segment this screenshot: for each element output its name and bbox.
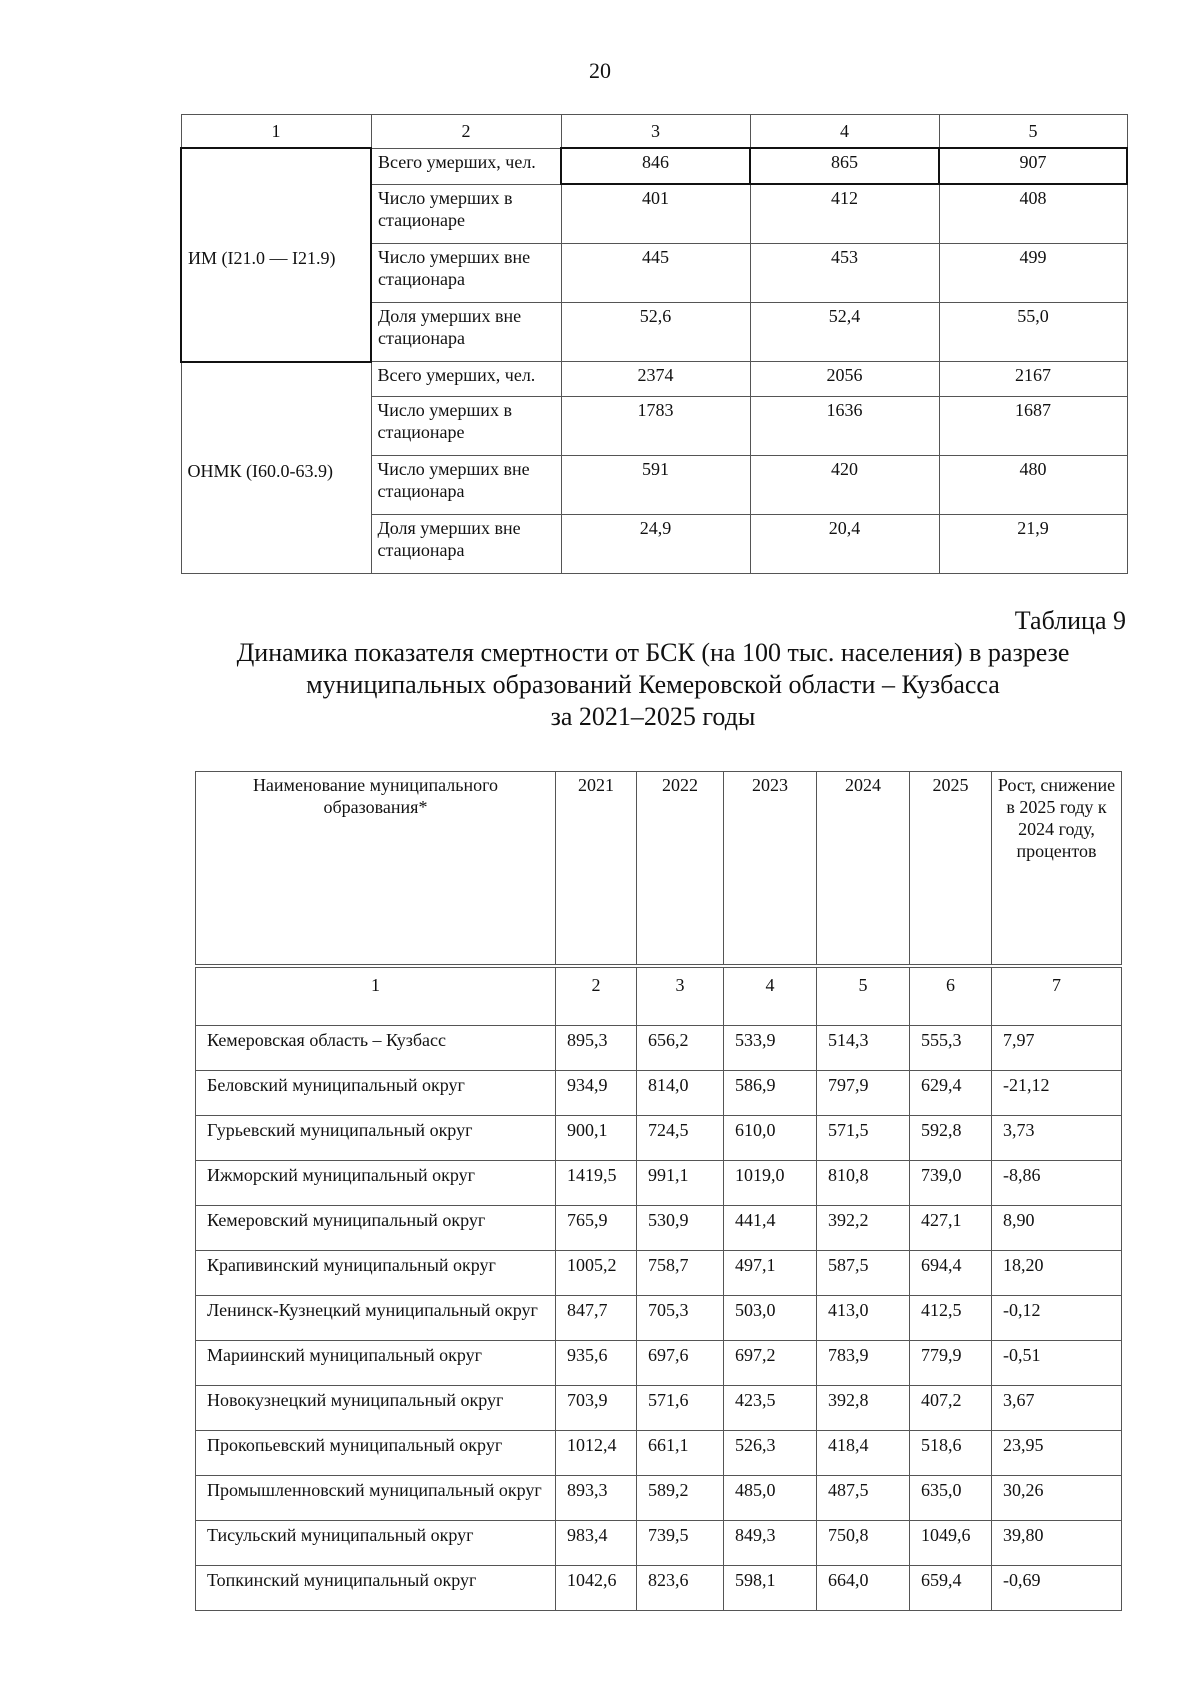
value-cell: 503,0 [724,1296,817,1341]
municipality-name: Топкинский муниципальный округ [196,1566,556,1611]
table9-body [195,967,1122,1611]
value-cell: 2374 [561,362,750,397]
value-cell: 694,4 [910,1251,992,1296]
value-cell: 453 [750,244,939,303]
value-cell: 705,3 [637,1296,724,1341]
value-cell: 413,0 [817,1296,910,1341]
header-cell: 3 [561,115,750,149]
value-cell: 530,9 [637,1206,724,1251]
value-cell: 797,9 [817,1071,910,1116]
value-cell: 983,4 [556,1521,637,1566]
value-cell: -0,51 [992,1341,1122,1386]
value-cell: 441,4 [724,1206,817,1251]
value-cell: 750,8 [817,1521,910,1566]
value-cell: 485,0 [724,1476,817,1521]
value-cell: 935,6 [556,1341,637,1386]
municipality-name: Новокузнецкий муниципальный округ [196,1386,556,1431]
value-cell: 412 [750,184,939,244]
value-cell: 810,8 [817,1161,910,1206]
table-row [196,1296,1122,1341]
value-cell: 7,97 [992,1026,1122,1071]
municipality-name: Ижморский муниципальный округ [196,1161,556,1206]
value-cell: 765,9 [556,1206,637,1251]
column-number-row [196,968,1122,1026]
value-cell: 661,1 [637,1431,724,1476]
column-number: 1 [196,968,556,1026]
header-cell: 1 [181,115,371,149]
municipality-name: Промышленновский муниципальный округ [196,1476,556,1521]
value-cell: 783,9 [817,1341,910,1386]
value-cell: 571,6 [637,1386,724,1431]
row-label: Доля умерших вне стационара [371,303,561,362]
table-row [181,148,1127,184]
value-cell: 514,3 [817,1026,910,1071]
value-cell: 907 [939,148,1127,184]
municipality-name: Тисульский муниципальный округ [196,1521,556,1566]
value-cell: 1049,6 [910,1521,992,1566]
value-cell: 55,0 [939,303,1127,362]
value-cell: 518,6 [910,1431,992,1476]
table-row [196,1161,1122,1206]
value-cell: 739,5 [637,1521,724,1566]
value-cell: 427,1 [910,1206,992,1251]
value-cell: 991,1 [637,1161,724,1206]
column-number: 5 [817,968,910,1026]
group-label-im: ИМ (I21.0 — I21.9) [181,148,371,362]
value-cell: 893,3 [556,1476,637,1521]
value-cell: 758,7 [637,1251,724,1296]
header-municipality: Наименование муниципального образования* [196,772,556,965]
value-cell: 635,0 [910,1476,992,1521]
value-cell: 3,73 [992,1116,1122,1161]
value-cell: 52,6 [561,303,750,362]
row-label: Всего умерших, чел. [371,362,561,397]
table-row [196,1521,1122,1566]
table-row [196,1341,1122,1386]
value-cell: 659,4 [910,1566,992,1611]
column-number: 2 [556,968,637,1026]
value-cell: 589,2 [637,1476,724,1521]
value-cell: 480 [939,456,1127,515]
value-cell: 418,4 [817,1431,910,1476]
value-cell: 1687 [939,397,1127,456]
header-year-2023: 2023 [724,772,817,965]
value-cell: 849,3 [724,1521,817,1566]
value-cell: 533,9 [724,1026,817,1071]
value-cell: 587,5 [817,1251,910,1296]
value-cell: 1012,4 [556,1431,637,1476]
value-cell: -0,69 [992,1566,1122,1611]
header-year-2024: 2024 [817,772,910,965]
row-label: Число умерших вне стационара [371,244,561,303]
value-cell: 8,90 [992,1206,1122,1251]
value-cell: 847,7 [556,1296,637,1341]
page-number: 20 [589,58,611,83]
value-cell: 52,4 [750,303,939,362]
value-cell: 591 [561,456,750,515]
row-label: Всего умерших, чел. [371,148,561,184]
value-cell: 24,9 [561,515,750,574]
value-cell: 23,95 [992,1431,1122,1476]
table-row [196,1251,1122,1296]
value-cell: 526,3 [724,1431,817,1476]
value-cell: 392,8 [817,1386,910,1431]
value-cell: 739,0 [910,1161,992,1206]
municipality-name: Гурьевский муниципальный округ [196,1116,556,1161]
value-cell: 408 [939,184,1127,244]
value-cell: -0,12 [992,1296,1122,1341]
column-number: 7 [992,968,1122,1026]
value-cell: 18,20 [992,1251,1122,1296]
value-cell: 779,9 [910,1341,992,1386]
value-cell: 703,9 [556,1386,637,1431]
value-cell: 1019,0 [724,1161,817,1206]
municipality-name: Прокопьевский муниципальный округ [196,1431,556,1476]
value-cell: 20,4 [750,515,939,574]
value-cell: 823,6 [637,1566,724,1611]
column-number: 4 [724,968,817,1026]
value-cell: 420 [750,456,939,515]
value-cell: 724,5 [637,1116,724,1161]
value-cell: 2167 [939,362,1127,397]
table9-header [195,771,1122,965]
header-year-2022: 2022 [637,772,724,965]
header-year-2021: 2021 [556,772,637,965]
value-cell: 401 [561,184,750,244]
value-cell: 3,67 [992,1386,1122,1431]
value-cell: 697,6 [637,1341,724,1386]
column-number: 3 [637,968,724,1026]
table-row [196,1431,1122,1476]
value-cell: 656,2 [637,1026,724,1071]
municipality-name: Беловский муниципальный округ [196,1071,556,1116]
header-growth: Рост, снижение в 2025 году к 2024 году, процентов [992,772,1122,965]
value-cell: 865 [750,148,939,184]
table-title-line: муниципальных образований Кемеровской области – Кузбасса [306,670,1000,699]
value-cell: -8,86 [992,1161,1122,1206]
table-header-row [196,772,1122,965]
row-label: Число умерших вне стационара [371,456,561,515]
municipality-name: Кемеровская область – Кузбасс [196,1026,556,1071]
header-cell: 2 [371,115,561,149]
row-label: Доля умерших вне стационара [371,515,561,574]
value-cell: 499 [939,244,1127,303]
value-cell: 598,1 [724,1566,817,1611]
table-title-line: Динамика показателя смертности от БСК (на 100 тыс. населения) в разрезе [236,638,1070,667]
table-row [196,1386,1122,1431]
value-cell: 2056 [750,362,939,397]
value-cell: 1419,5 [556,1161,637,1206]
municipality-name: Ленинск-Кузнецкий муниципальный округ [196,1296,556,1341]
value-cell: 664,0 [817,1566,910,1611]
value-cell: 895,3 [556,1026,637,1071]
value-cell: 814,0 [637,1071,724,1116]
value-cell: 407,2 [910,1386,992,1431]
group-label-onmk: ОНМК (I60.0-63.9) [181,362,371,574]
header-year-2025: 2025 [910,772,992,965]
value-cell: 39,80 [992,1521,1122,1566]
value-cell: 592,8 [910,1116,992,1161]
value-cell: 629,4 [910,1071,992,1116]
header-cell: 4 [750,115,939,149]
value-cell: 497,1 [724,1251,817,1296]
value-cell: 412,5 [910,1296,992,1341]
value-cell: 586,9 [724,1071,817,1116]
table-row [196,1116,1122,1161]
table-title-line: за 2021–2025 годы [550,702,756,731]
table-row [196,1206,1122,1251]
municipality-name: Мариинский муниципальный округ [196,1341,556,1386]
table-number: Таблица 9 [1014,606,1126,635]
table9-caption [180,605,1126,733]
value-cell: 1042,6 [556,1566,637,1611]
value-cell: 1005,2 [556,1251,637,1296]
value-cell: 21,9 [939,515,1127,574]
municipality-name: Кемеровский муниципальный округ [196,1206,556,1251]
value-cell: 555,3 [910,1026,992,1071]
table-row [181,362,1127,397]
table-row [196,1071,1122,1116]
table-row [196,1566,1122,1611]
table-row [196,1026,1122,1071]
value-cell: 445 [561,244,750,303]
value-cell: 900,1 [556,1116,637,1161]
value-cell: -21,12 [992,1071,1122,1116]
value-cell: 1636 [750,397,939,456]
value-cell: 1783 [561,397,750,456]
value-cell: 392,2 [817,1206,910,1251]
header-cell: 5 [939,115,1127,149]
value-cell: 846 [561,148,750,184]
table-header-row [181,115,1127,149]
value-cell: 697,2 [724,1341,817,1386]
value-cell: 423,5 [724,1386,817,1431]
row-label: Число умерших в стационаре [371,397,561,456]
value-cell: 610,0 [724,1116,817,1161]
table-row [196,1476,1122,1521]
value-cell: 487,5 [817,1476,910,1521]
row-label: Число умерших в стационаре [371,184,561,244]
value-cell: 934,9 [556,1071,637,1116]
municipality-name: Крапивинский муниципальный округ [196,1251,556,1296]
value-cell: 571,5 [817,1116,910,1161]
column-number: 6 [910,968,992,1026]
value-cell: 30,26 [992,1476,1122,1521]
mortality-table-continued [180,114,1128,574]
